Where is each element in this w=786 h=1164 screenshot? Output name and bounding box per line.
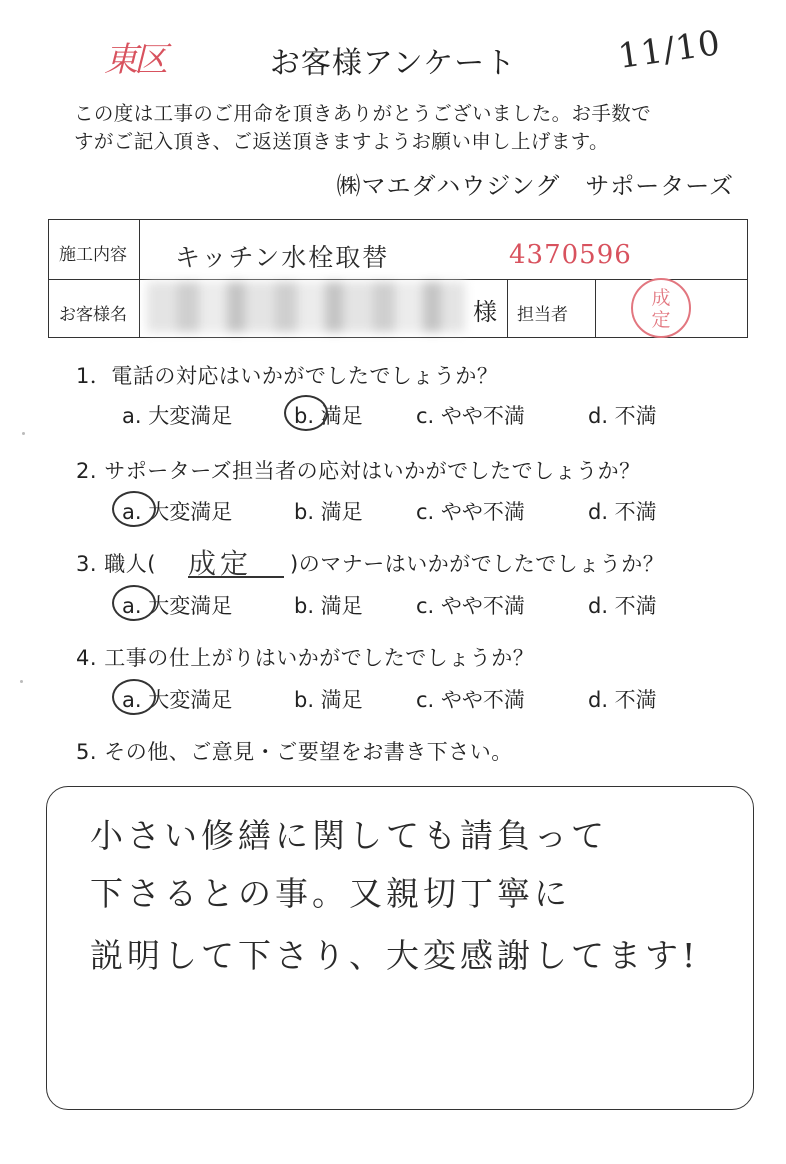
region-mark: 東区 bbox=[104, 40, 164, 80]
option-b-label: b. 満足 bbox=[294, 404, 363, 428]
question-2-options bbox=[122, 496, 762, 532]
option-c: c. やや不満 bbox=[416, 500, 525, 524]
table-divider bbox=[139, 220, 140, 338]
option-a-label: a. 大変満足 bbox=[122, 500, 233, 524]
survey-title: お客様アンケート bbox=[269, 46, 517, 81]
option-d: d. 不満 bbox=[588, 500, 657, 524]
option-a bbox=[122, 496, 232, 526]
option-d: d. 不満 bbox=[588, 404, 657, 428]
option-d: d. 不満 bbox=[588, 688, 657, 712]
question-4: 4. 工事の仕上がりはいかがでしたでしょうか？ bbox=[76, 646, 535, 670]
info-table bbox=[48, 219, 748, 338]
question-3-options bbox=[122, 590, 762, 626]
company-name: ㈱マエダハウジング サポーターズ bbox=[336, 172, 734, 200]
work-content-label: 施工内容 bbox=[59, 245, 127, 265]
option-a bbox=[122, 590, 232, 620]
option-c: c. やや不満 bbox=[416, 594, 525, 618]
date-mark: 11/10 bbox=[615, 23, 724, 77]
question-2: 2. サポーターズ担当者の応対はいかがでしたでしょうか？ bbox=[76, 459, 641, 483]
question-1-options bbox=[122, 400, 762, 436]
intro-text-line-2: すがご記入頂き、ご返送頂きますようお願い申し上げます。 bbox=[74, 130, 609, 153]
comment-line-2: 下さるとの事。又親切丁寧に bbox=[90, 874, 571, 913]
staff-label: 担当者 bbox=[517, 305, 568, 325]
comment-line-3: 説明して下さり、大変感謝してます! bbox=[90, 936, 700, 975]
table-divider bbox=[49, 279, 747, 280]
customer-name-redacted bbox=[147, 282, 465, 332]
intro-text-line-1: この度は工事のご用命を頂きありがとうございました。お手数で bbox=[74, 102, 652, 125]
table-divider bbox=[595, 280, 596, 338]
question-1: 1．電話の対応はいかがでしたでしょうか？ bbox=[76, 364, 499, 388]
option-a bbox=[122, 684, 232, 714]
option-d: d. 不満 bbox=[588, 594, 657, 618]
staff-seal-stamp: 成 定 bbox=[631, 278, 691, 338]
scan-speck bbox=[20, 680, 23, 683]
option-c: c. やや不満 bbox=[416, 688, 525, 712]
option-b: b. 満足 bbox=[294, 594, 363, 618]
option-b: b. 満足 bbox=[294, 688, 363, 712]
option-c: c. やや不満 bbox=[416, 404, 525, 428]
question-5: 5. その他、ご意見・ご要望をお書き下さい。 bbox=[76, 740, 513, 764]
question-4-options bbox=[122, 684, 762, 720]
selected-answer-circle bbox=[112, 679, 156, 715]
comment-line-1: 小さい修繕に関しても請負って bbox=[90, 816, 608, 855]
work-content-value: キッチン水栓取替 bbox=[175, 243, 390, 272]
work-code: 4370596 bbox=[509, 240, 632, 270]
selected-answer-circle bbox=[284, 395, 328, 431]
scan-speck bbox=[22, 432, 25, 435]
option-a: a. 大変満足 bbox=[122, 404, 233, 428]
craftsman-name: 成定 bbox=[188, 542, 284, 578]
option-b: b. 満足 bbox=[294, 500, 363, 524]
question-3-suffix: )のマナーはいかがでしたでしょうか？ bbox=[290, 552, 665, 576]
customer-name-label: お客様名 bbox=[59, 305, 127, 325]
honorific-sama: 様 bbox=[473, 298, 497, 326]
table-divider bbox=[507, 280, 508, 338]
selected-answer-circle bbox=[112, 585, 156, 621]
option-a-label: a. 大変満足 bbox=[122, 594, 233, 618]
option-a-label: a. 大変満足 bbox=[122, 688, 233, 712]
option-b bbox=[294, 400, 363, 430]
selected-answer-circle bbox=[112, 491, 156, 527]
question-3-prefix: 3. 職人( bbox=[76, 552, 156, 576]
